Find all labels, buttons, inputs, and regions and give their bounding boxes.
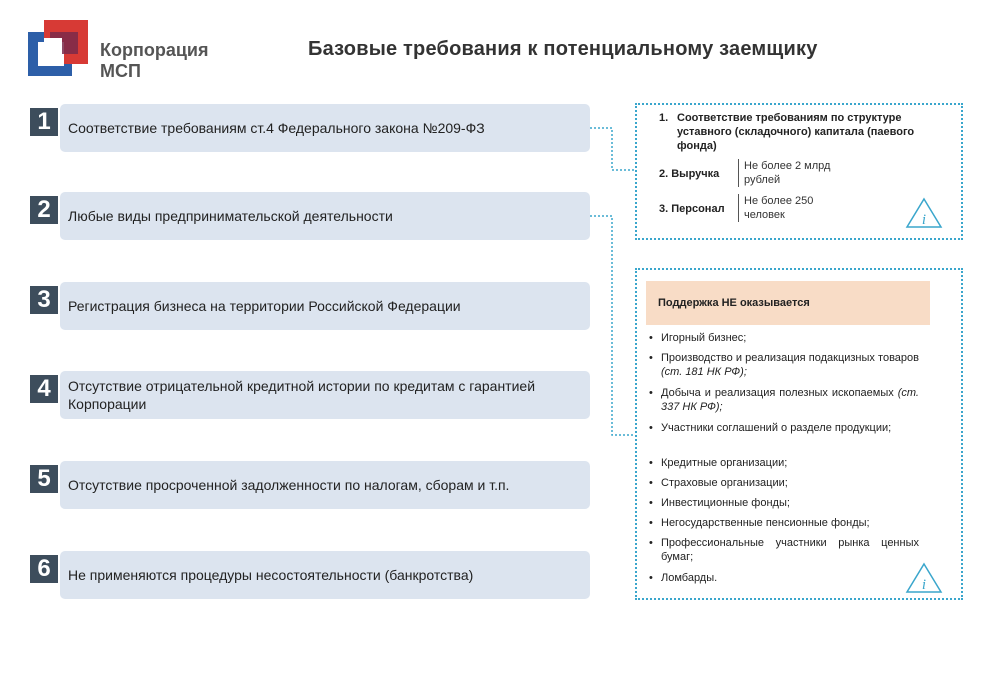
requirement-text: Регистрация бизнеса на территории Российской Федерации xyxy=(60,282,590,330)
exclusion-text: Добыча и реализация полезных ископаемых xyxy=(661,387,894,399)
criterion-staff-value: Не более 250 человек xyxy=(738,194,834,222)
exclusion-item xyxy=(661,476,919,490)
warning-icon xyxy=(905,562,943,594)
exclusion-text: Производство и реализация подакцизных товаров xyxy=(661,352,919,364)
exclusion-text: Негосударственные пенсионные фонды; xyxy=(661,517,870,529)
criterion-text: Соответствие требованиям по структуре уставного (складочного) капитала (паевого фонда) xyxy=(677,112,915,152)
exclusion-text: Профессиональные участники рынка ценных бумаг; xyxy=(661,537,919,563)
criterion-revenue-label: 2. Выручка xyxy=(659,168,720,180)
exclusion-item xyxy=(661,571,919,585)
exclusion-item xyxy=(661,351,919,379)
requirement-number: 5 xyxy=(30,465,58,493)
warning-symbol: i xyxy=(921,212,927,228)
exclusion-item xyxy=(661,516,919,530)
requirement-number: 3 xyxy=(30,286,58,314)
warning-icon xyxy=(905,197,943,229)
page-title: Базовые требования к потенциальному заемщику xyxy=(308,38,818,60)
logo-line2: МСП xyxy=(100,61,141,81)
logo xyxy=(26,18,226,86)
requirement-4 xyxy=(30,371,592,419)
requirement-number: 2 xyxy=(30,196,58,224)
exclusion-note: (ст. 181 НК РФ); xyxy=(661,366,747,378)
requirement-number: 6 xyxy=(30,555,58,583)
exclusion-note: (ст. 337 НК РФ); xyxy=(661,387,919,413)
requirement-3 xyxy=(30,282,592,330)
logo-text xyxy=(100,40,208,82)
exclusion-item xyxy=(661,456,919,470)
exclusion-text: Игорный бизнес; xyxy=(661,332,747,344)
logo-mark-icon xyxy=(26,18,92,84)
exclusions-header: Поддержка НЕ оказывается xyxy=(646,281,930,325)
exclusion-item xyxy=(661,496,919,510)
criteria-panel xyxy=(635,103,963,240)
requirement-1 xyxy=(30,104,592,152)
requirement-text: Отсутствие отрицательной кредитной истории по кредитам с гарантией Корпорации xyxy=(60,371,590,419)
exclusion-item xyxy=(661,536,919,564)
exclusion-text: Участники соглашений о разделе продукции; xyxy=(661,422,892,434)
requirement-5 xyxy=(30,461,592,509)
exclusion-text: Кредитные организации; xyxy=(661,457,788,469)
exclusion-item xyxy=(661,331,919,345)
criterion-capital xyxy=(659,111,949,153)
exclusion-text: Ломбарды. xyxy=(661,572,718,584)
criterion-number: 1. xyxy=(659,112,669,124)
requirement-text: Не применяются процедуры несостоятельности (банкротства) xyxy=(60,551,590,599)
requirement-number: 1 xyxy=(30,108,58,136)
requirement-6 xyxy=(30,551,592,599)
exclusion-item xyxy=(661,386,919,414)
exclusion-text: Страховые организации; xyxy=(661,477,788,489)
exclusion-item xyxy=(661,421,919,435)
requirement-text: Любые виды предпринимательской деятельности xyxy=(60,192,590,240)
exclusion-text: Инвестиционные фонды; xyxy=(661,497,790,509)
requirement-number: 4 xyxy=(30,375,58,403)
warning-symbol: i xyxy=(921,577,927,593)
requirement-text: Соответствие требованиям ст.4 Федерального закона №209-ФЗ xyxy=(60,104,590,152)
criterion-staff-label: 3. Персонал xyxy=(659,203,725,215)
requirement-text: Отсутствие просроченной задолженности по налогам, сборам и т.п. xyxy=(60,461,590,509)
logo-line1: Корпорация xyxy=(100,40,209,60)
criterion-revenue-value: Не более 2 млрд рублей xyxy=(738,159,844,187)
exclusions-panel xyxy=(635,268,963,600)
requirement-2 xyxy=(30,192,592,240)
